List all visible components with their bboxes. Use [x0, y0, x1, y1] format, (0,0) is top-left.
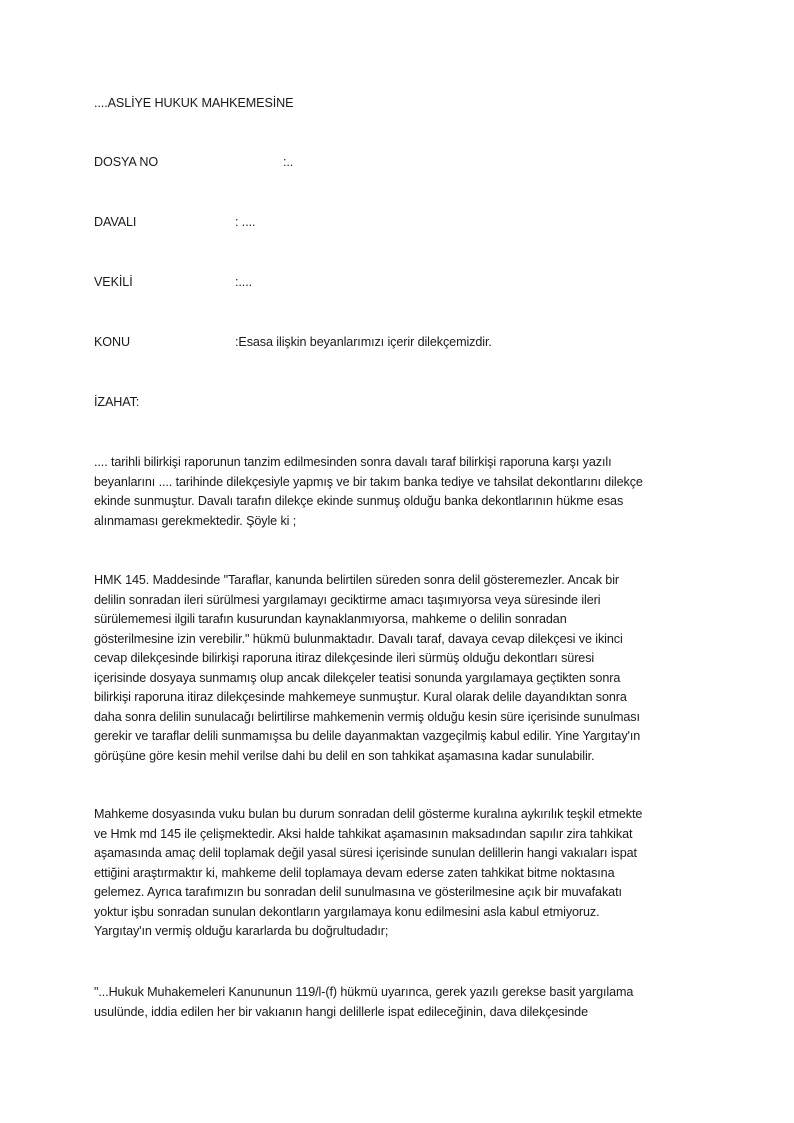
paragraph-line: beyanlarını .... tarihinde dilekçesiyle yapmış ve bir takım banka tediye ve tahsilat dekontlarını dilekçe	[94, 474, 643, 489]
paragraph-line: daha sonra delilin sunulacağı belirtilirse mahkemenin vermiş olduğu kesin süre içerisinde sunulması	[94, 709, 640, 724]
document-title: ....ASLİYE HUKUK MAHKEMESİNE	[94, 96, 294, 110]
paragraph-4	[94, 983, 709, 1022]
paragraph-line: Yargıtay'ın vermiş olduğu kararlarda bu doğrultudadır;	[94, 924, 389, 938]
paragraph-line: içerisinde dosyaya sunmamış olup ancak dilekçeler teatisi sonunda yargılamaya geçtikten sonra	[94, 670, 621, 685]
paragraph-line: ettiğini araştırmaktır ki, mahkeme delil toplamaya devam ederse zaten tahkikat bitme noktasına	[94, 865, 615, 880]
paragraph-line: ekinde sunmuştur. Davalı tarafın dilekçe ekinde sunmuş olduğu banka dekontlarının hükme esas	[94, 494, 624, 508]
paragraph-line: "...Hukuk Muhakemeleri Kanununun 119/l-(f) hükmü uyarınca, gerek yazılı gerekse basit yargılama	[94, 985, 634, 999]
paragraph-line: HMK 145. Maddesinde "Taraflar, kanunda belirtilen süreden sonra delil gösteremezler. Ancak bir	[94, 573, 620, 587]
paragraph-line: gösterilmesine izin verebilir." hükmü bulunmaktadır. Davalı taraf, davaya cevap dilekçesi ve ikinci	[94, 631, 623, 646]
paragraph-line: ve Hmk md 145 ile çelişmektedir. Aksi halde tahkikat aşamasının maksadından sapılır zira tahkikat	[94, 826, 633, 841]
paragraph-line: Mahkeme dosyasında vuku bulan bu durum sonradan delil gösterme kuralına aykırılık teşkil etmekte	[94, 807, 643, 821]
field-value-vekili: :....	[235, 275, 252, 289]
paragraph-line: gelemez. Ayrıca tarafımızın bu sonradan delil sunulmasına ve gösterilmesine açık bir muvafakatı	[94, 885, 622, 899]
paragraph-line: sürülememesi ilgili tarafın kusurundan kaynaklanmıyorsa, mahkeme o delilin sonradan	[94, 612, 567, 626]
field-value-dosya-no: :..	[283, 155, 294, 169]
paragraph-1	[94, 453, 709, 531]
field-value-davali: : ....	[235, 215, 256, 229]
paragraph-line: delilin sonradan ileri sürülmesi yargılamayı geciktirme amacı taşımıyorsa veya süresinde ileri	[94, 592, 601, 607]
field-value-konu: :Esasa ilişkin beyanlarımızı içerir dilekçemizdir.	[235, 335, 492, 349]
paragraph-line: .... tarihli bilirkişi raporunun tanzim edilmesinden sonra davalı taraf bilirkişi raporuna karşı yazılı	[94, 455, 612, 469]
paragraph-line: görüşüne göre kesin mehil verilse dahi bu delil en son tahkikat aşamasına kadar sunulabilir.	[94, 748, 595, 763]
paragraph-line: gerekir ve taraflar delili sunmamışsa bu delile dayanmaktan vazgeçilmiş kabul edilir. Yine Yargıtay'ın	[94, 729, 641, 743]
field-label-vekili: VEKİLİ	[94, 275, 133, 289]
paragraph-3	[94, 805, 709, 942]
field-label-davali: DAVALI	[94, 215, 137, 229]
paragraph-line: yoktur işbu sonradan sunulan dekontların yargılamaya konu edilmesini asla kabul etmiyoruz.	[94, 904, 600, 919]
section-heading-izahat: İZAHAT:	[94, 395, 140, 409]
paragraph-line: cevap dilekçesinde bilirkişi raporuna itiraz dilekçesinde ileri sürmüş olduğu dekontları süresi	[94, 651, 595, 665]
field-label-dosya-no: DOSYA NO	[94, 155, 159, 169]
paragraph-line: bilirkişi raporuna itiraz dilekçesinde mahkemeye sunmuştur. Kural olarak delile dayandıktan sonra	[94, 690, 627, 704]
paragraph-2	[94, 571, 709, 766]
paragraph-line: usulünde, iddia edilen her bir vakıanın hangi delillerle ispat edileceğinin, dava dilekçesinde	[94, 1004, 588, 1019]
paragraph-line: alınmaması gerekmektedir. Şöyle ki ;	[94, 513, 297, 528]
paragraph-line: aşamasında amaç delil toplamak değil yasal süresi içerisinde sunulan delillerin hangi vakıaları ispat	[94, 846, 637, 860]
field-label-konu: KONU	[94, 335, 130, 349]
